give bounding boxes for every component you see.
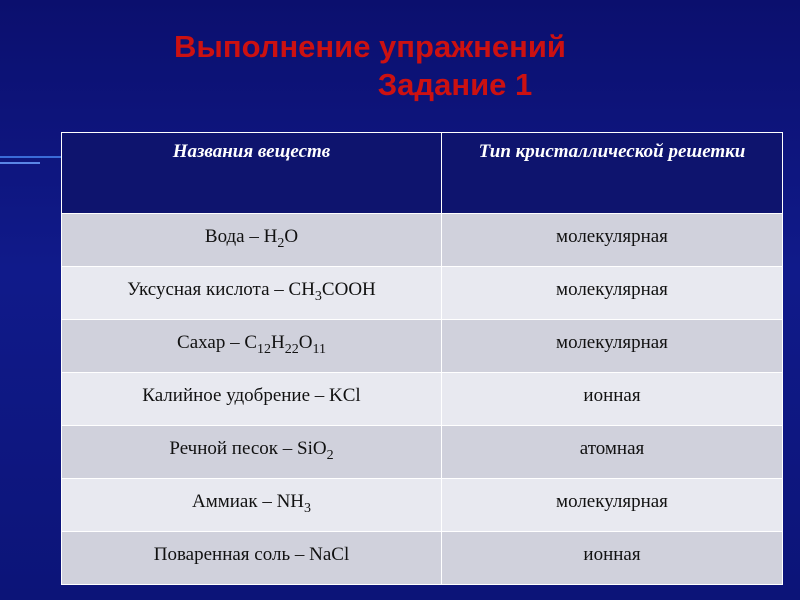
- table-row: [62, 267, 783, 320]
- formula-subscript: 12: [257, 342, 272, 357]
- substance-name-cell: [62, 426, 442, 479]
- lattice-type-cell: молекулярная: [442, 267, 783, 320]
- substance-name-cell: [62, 479, 442, 532]
- lattice-type-cell: ионная: [442, 373, 783, 426]
- formula-subscript: 3: [314, 289, 322, 304]
- table-row: [62, 479, 783, 532]
- table-row: [62, 426, 783, 479]
- substances-table: [61, 132, 783, 585]
- formula-text: KCl: [329, 385, 361, 406]
- lattice-type-cell: ионная: [442, 532, 783, 585]
- formula-text: COOH: [321, 279, 376, 300]
- formula-subscript: 22: [284, 342, 299, 357]
- substance-name: Вода –: [204, 226, 264, 247]
- decorative-streak: [0, 162, 40, 164]
- table-body: [62, 214, 783, 585]
- formula-text: O: [284, 226, 299, 247]
- formula-text: H: [263, 226, 278, 247]
- decorative-streak: [0, 156, 70, 158]
- substance-name-cell: [62, 532, 442, 585]
- table-row: [62, 214, 783, 267]
- lattice-type-cell: молекулярная: [442, 320, 783, 373]
- lattice-type-cell: атомная: [442, 426, 783, 479]
- formula-subscript: 3: [304, 501, 312, 516]
- header-lattice-type: Тип кристаллической решетки: [442, 133, 783, 214]
- header-substance-names: Названия веществ: [62, 133, 442, 214]
- table-row: [62, 320, 783, 373]
- substance-name: Калийное удобрение –: [142, 385, 330, 406]
- formula-text: C: [244, 332, 258, 353]
- table-row: [62, 373, 783, 426]
- substance-name-cell: [62, 320, 442, 373]
- substance-name: Уксусная кислота –: [127, 279, 289, 300]
- formula-text: CH: [288, 279, 315, 300]
- substance-name: Речной песок –: [169, 438, 298, 459]
- substance-name-cell: [62, 214, 442, 267]
- formula-text: NaCl: [309, 544, 350, 565]
- formula-subscript: 11: [312, 342, 326, 357]
- formula-text: O: [298, 332, 313, 353]
- table-header-row: [62, 133, 783, 214]
- substance-name-cell: [62, 373, 442, 426]
- table-row: [62, 532, 783, 585]
- substance-name-cell: [62, 267, 442, 320]
- formula-text: SiO: [297, 438, 327, 459]
- slide-subtitle: Задание 1: [377, 67, 533, 102]
- lattice-type-cell: молекулярная: [442, 479, 783, 532]
- formula-text: NH: [276, 491, 305, 512]
- substance-name: Поваренная соль –: [153, 544, 310, 565]
- formula-text: H: [271, 332, 285, 353]
- substance-name: Аммиак –: [191, 491, 277, 512]
- slide-title: Выполнение упражнений: [174, 29, 566, 64]
- lattice-type-cell: молекулярная: [442, 214, 783, 267]
- formula-subscript: 2: [277, 236, 285, 251]
- formula-subscript: 2: [326, 448, 334, 463]
- substance-name: Сахар –: [177, 332, 245, 353]
